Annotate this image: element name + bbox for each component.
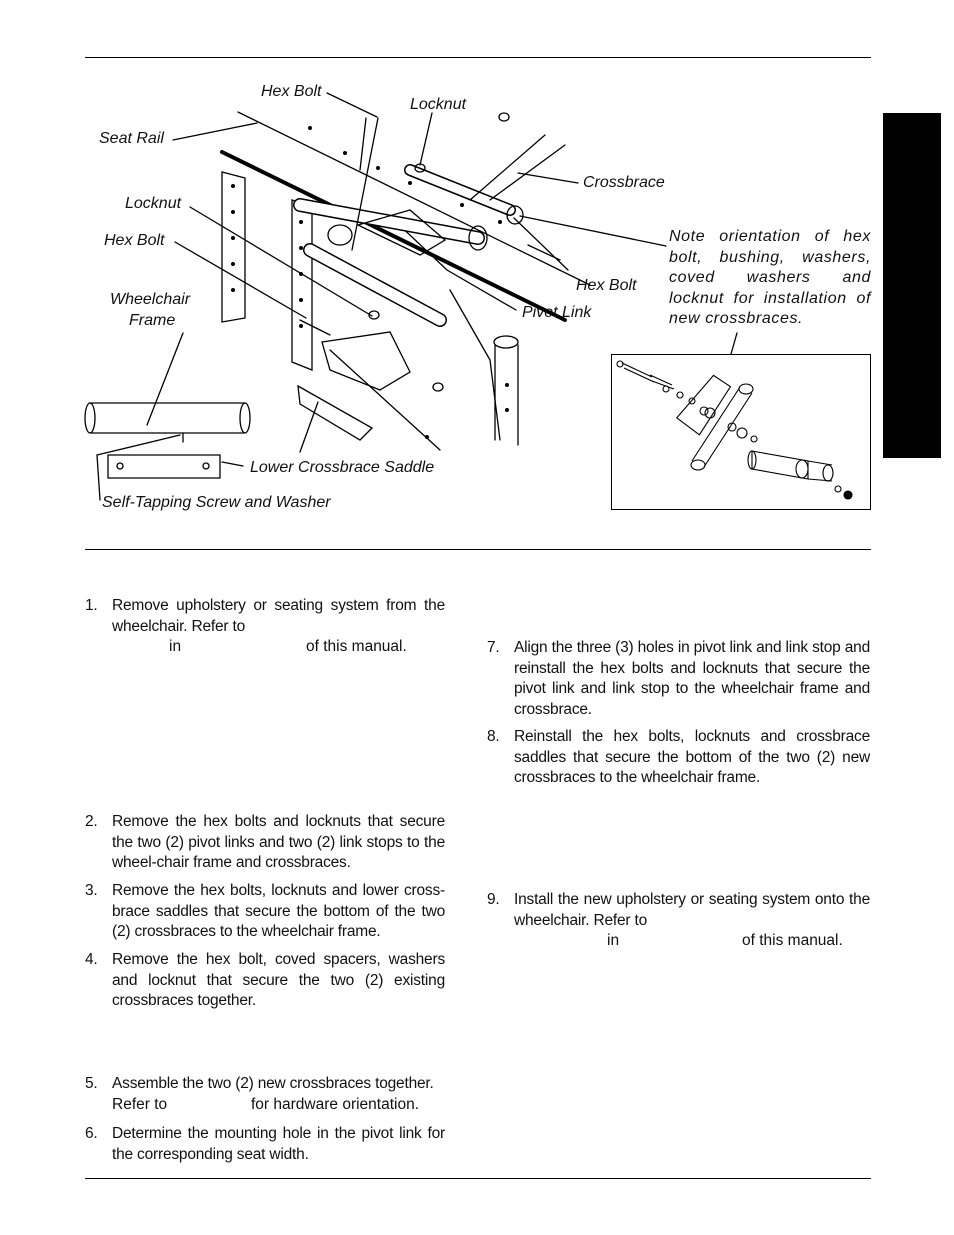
step-5-refer: Refer to <box>112 1096 168 1113</box>
step-number: 8. <box>487 728 500 745</box>
label-pivot-link: Pivot Link <box>522 304 592 321</box>
step-5-orientation: for hardware orientation. <box>251 1096 420 1113</box>
step-number: 1. <box>85 597 98 614</box>
hardware-orientation-inset <box>611 354 871 510</box>
step-text: Remove the hex bolts, locknuts and lower cross-brace saddles that secure the bottom of the two (2) crossbraces to the wheelchair frame. <box>112 882 445 940</box>
label-hex-bolt-top: Hex Bolt <box>261 83 322 100</box>
step-text: Assemble the two (2) new crossbraces together. <box>112 1075 434 1092</box>
step-9-manual: of this manual. <box>742 932 843 949</box>
step-text: Remove the hex bolt, coved spacers, washers and locknut that secure the two (2) existing crossbraces together. <box>112 951 445 1009</box>
step-number: 4. <box>85 951 98 968</box>
label-hex-bolt-left: Hex Bolt <box>104 232 165 249</box>
orientation-note: Note orientation of hex bolt, bushing, washers, coved washers and locknut for installation of new crossbraces. <box>669 228 871 327</box>
step-text: Determine the mounting hole in the pivot link for the corresponding seat width. <box>112 1125 445 1163</box>
step-1-manual: of this manual. <box>306 638 407 655</box>
step-text: Reinstall the hex bolts, locknuts and crossbrace saddles that secure the bottom of the two (2) new crossbraces to the wheelchair frame. <box>514 728 870 786</box>
step-text: Align the three (3) holes in pivot link and link stop and reinstall the hex bolts and locknuts that secure the pivot link and link stop to the wheelchair frame and crossbrace. <box>514 639 870 718</box>
label-frame: Frame <box>129 312 176 329</box>
step-number: 2. <box>85 813 98 830</box>
label-self-tapping-screw: Self-Tapping Screw and Washer <box>102 494 331 511</box>
label-locknut-left: Locknut <box>125 195 182 212</box>
label-wheelchair: Wheelchair <box>110 291 191 308</box>
mid-rule <box>85 549 871 550</box>
label-locknut-top: Locknut <box>410 96 467 113</box>
step-1-in: in <box>169 638 182 655</box>
step-number: 5. <box>85 1075 98 1092</box>
label-lower-crossbrace-saddle: Lower Crossbrace Saddle <box>250 459 435 476</box>
bottom-rule <box>85 1178 871 1179</box>
step-number: 3. <box>85 882 98 899</box>
step-number: 9. <box>487 891 500 908</box>
step-number: 7. <box>487 639 500 656</box>
step-text: Remove the hex bolts and locknuts that secure the two (2) pivot links and two (2) link stops to the wheel-chair frame and crossbraces. <box>112 813 445 871</box>
inset-drawing <box>612 355 870 509</box>
label-seat-rail: Seat Rail <box>99 130 164 147</box>
step-text: Remove upholstery or seating system from the wheelchair. Refer to <box>112 597 445 635</box>
label-crossbrace: Crossbrace <box>583 174 665 191</box>
label-hex-bolt-right: Hex Bolt <box>576 277 637 294</box>
step-text: Install the new upholstery or seating system onto the wheelchair. Refer to <box>514 891 870 929</box>
step-9-in: in <box>607 932 620 949</box>
step-number: 6. <box>85 1125 98 1142</box>
